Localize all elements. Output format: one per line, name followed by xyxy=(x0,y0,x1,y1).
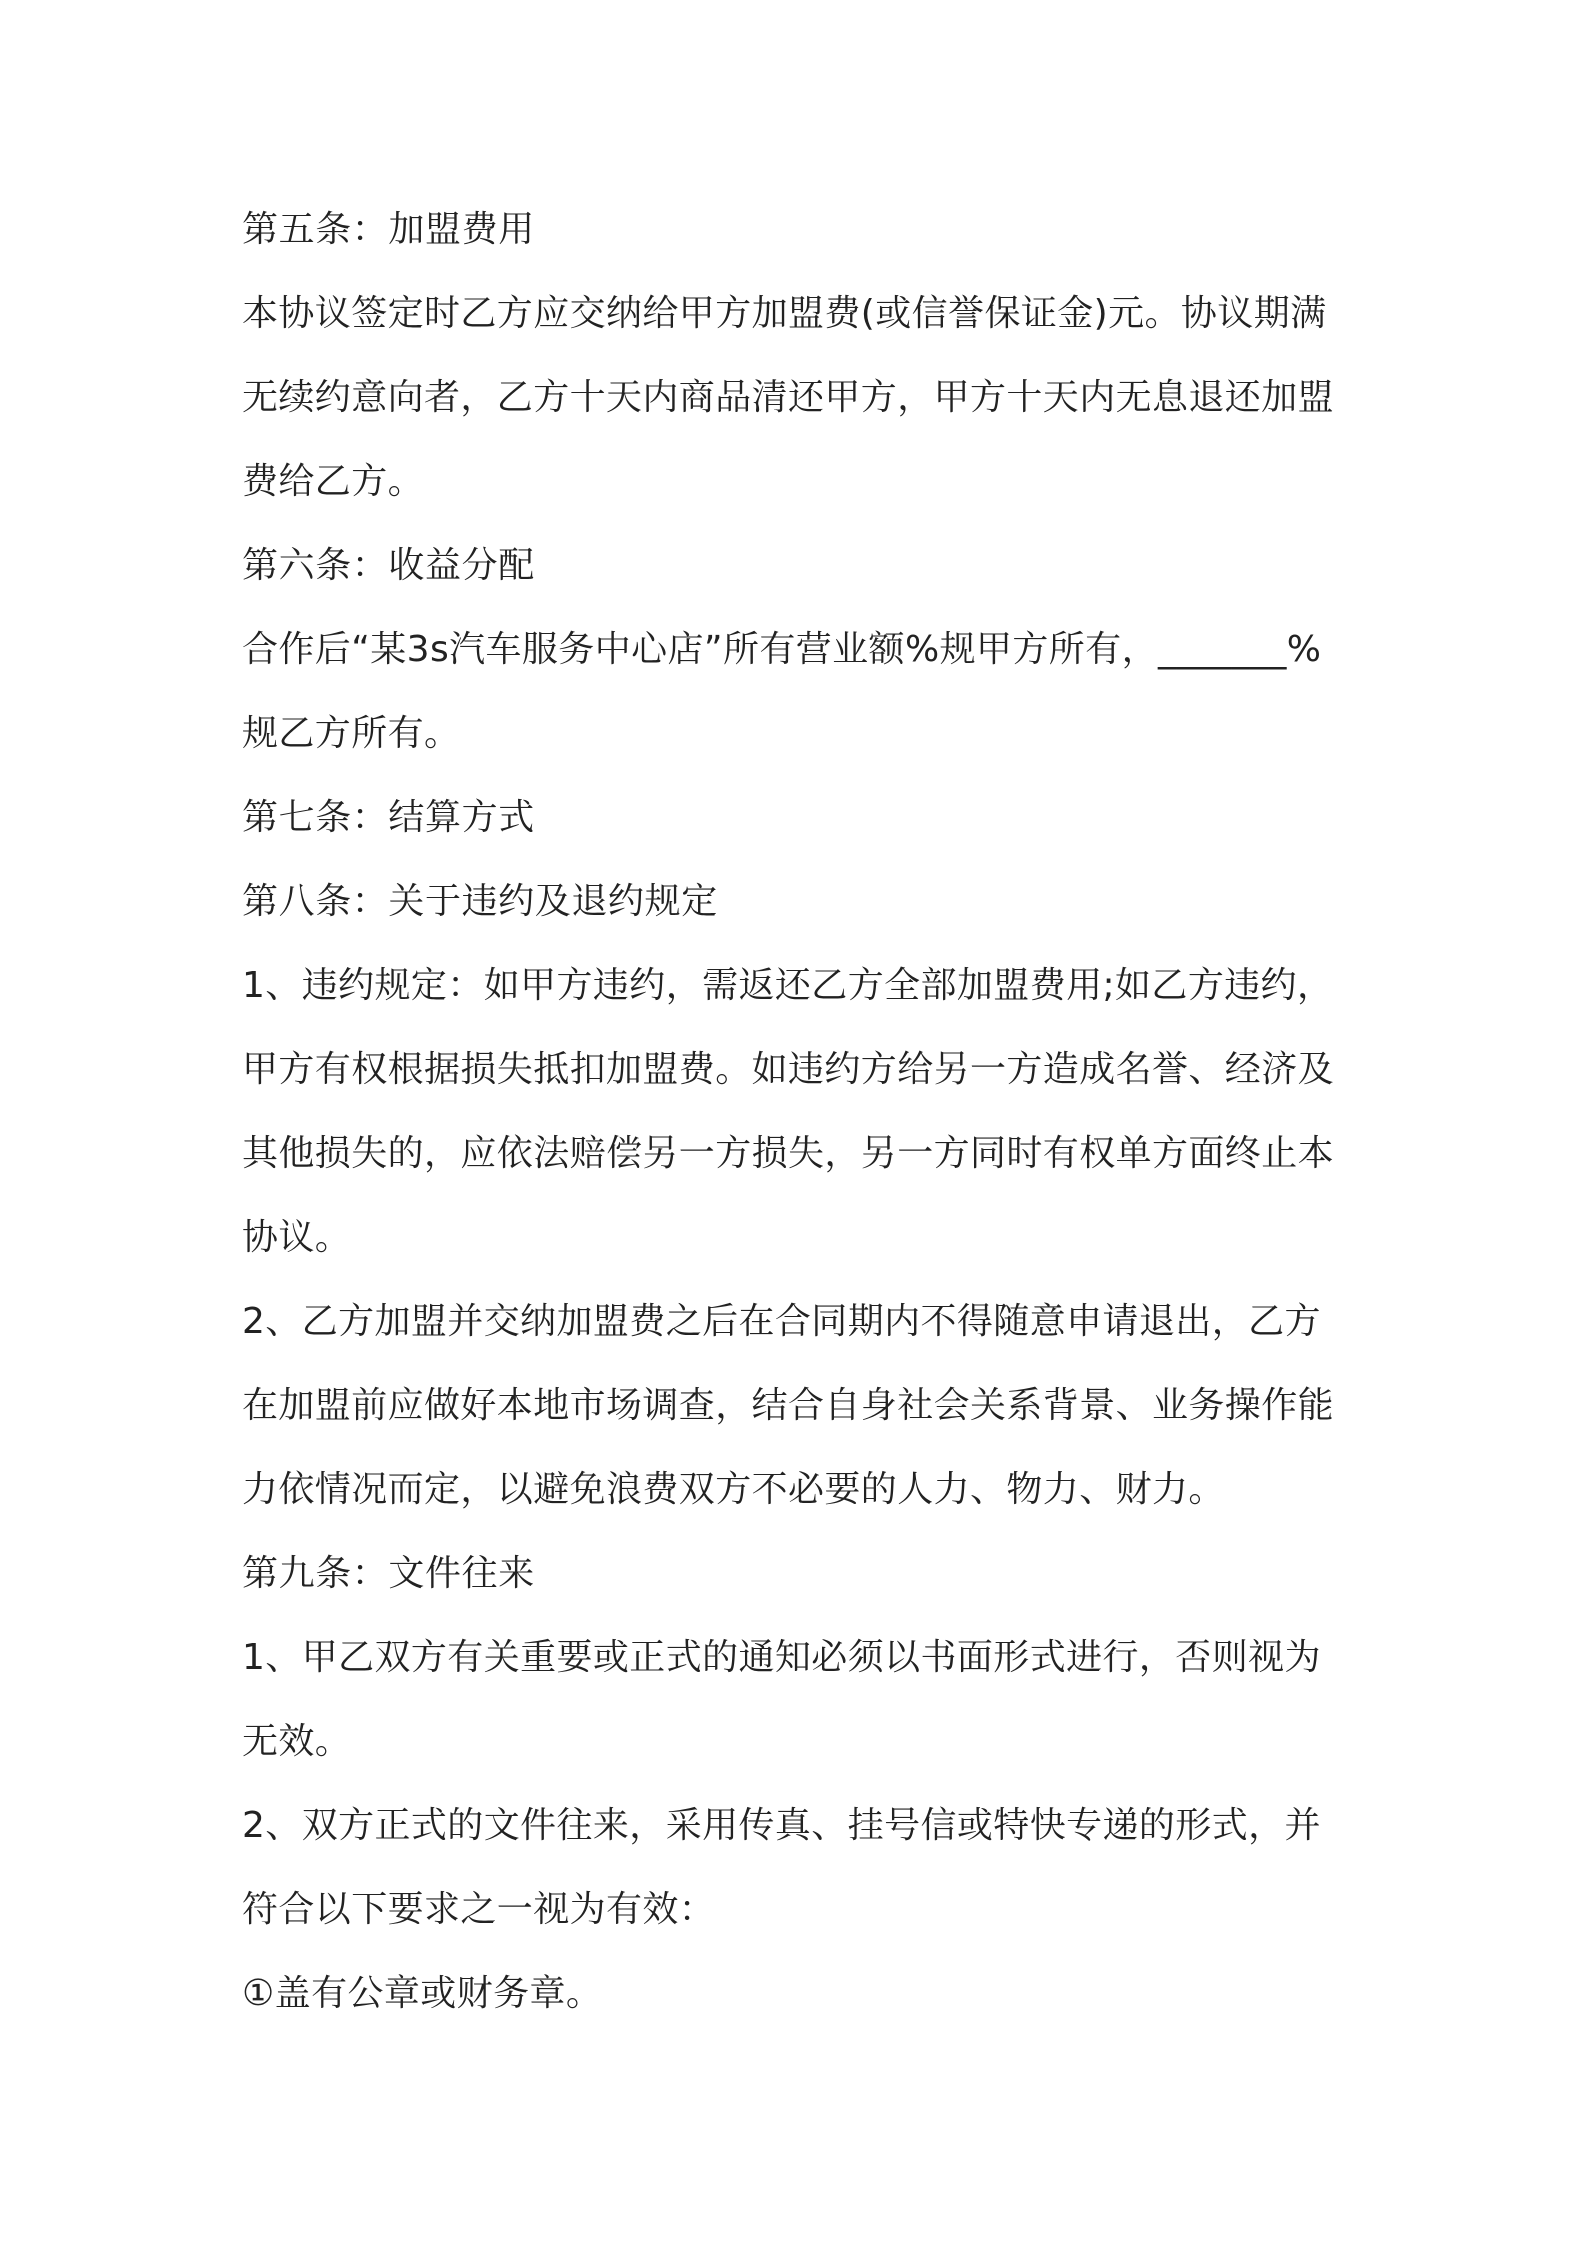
article-8-item-2-line-1: 2、乙方加盟并交纳加盟费之后在合同期内不得随意申请退出，乙方 xyxy=(242,1301,1321,1342)
article-9-heading: 第九条：文件往来 xyxy=(242,1553,535,1594)
article-9-item-2-line-1: 2、双方正式的文件往来，采用传真、挂号信或特快专递的形式，并 xyxy=(242,1805,1321,1846)
article-6-text-line-2: 规乙方所有。 xyxy=(242,713,461,754)
article-5-text-line-3: 费给乙方。 xyxy=(242,461,425,502)
article-9-item-1-line-2: 无效。 xyxy=(242,1721,352,1762)
article-9-subitem-1: ①盖有公章或财务章。 xyxy=(242,1973,603,2014)
article-9-item-1-line-1: 1、甲乙双方有关重要或正式的通知必须以书面形式进行，否则视为 xyxy=(242,1637,1321,1678)
article-5-heading: 第五条：加盟费用 xyxy=(242,209,535,250)
article-9-item-2-line-2: 符合以下要求之一视为有效： xyxy=(242,1889,716,1930)
article-5-text-line-2: 无续约意向者，乙方十天内商品清还甲方，甲方十天内无息退还加盟 xyxy=(242,377,1335,418)
article-6-text-line-1: 合作后“某3s汽车服务中心店”所有营业额%规甲方所有，_______% xyxy=(242,629,1322,670)
article-8-item-2-line-2: 在加盟前应做好本地市场调查，结合自身社会关系背景、业务操作能 xyxy=(242,1385,1335,1426)
article-8-item-1-line-2: 甲方有权根据损失抵扣加盟费。如违约方给另一方造成名誉、经济及 xyxy=(242,1049,1335,1090)
article-8-item-1-line-4: 协议。 xyxy=(242,1217,352,1258)
article-5-text-line-1: 本协议签定时乙方应交纳给甲方加盟费(或信誉保证金)元。协议期满 xyxy=(242,293,1327,334)
article-7-heading: 第七条：结算方式 xyxy=(242,797,535,838)
article-8-item-2-line-3: 力依情况而定，以避免浪费双方不必要的人力、物力、财力。 xyxy=(242,1469,1225,1510)
article-6-heading: 第六条：收益分配 xyxy=(242,545,535,586)
article-8-item-1-line-1: 1、违约规定：如甲方违约，需返还乙方全部加盟费用;如乙方违约， xyxy=(242,965,1334,1006)
article-8-item-1-line-3: 其他损失的，应依法赔偿另一方损失，另一方同时有权单方面终止本 xyxy=(242,1133,1335,1174)
article-8-heading: 第八条：关于违约及退约规定 xyxy=(242,881,718,922)
